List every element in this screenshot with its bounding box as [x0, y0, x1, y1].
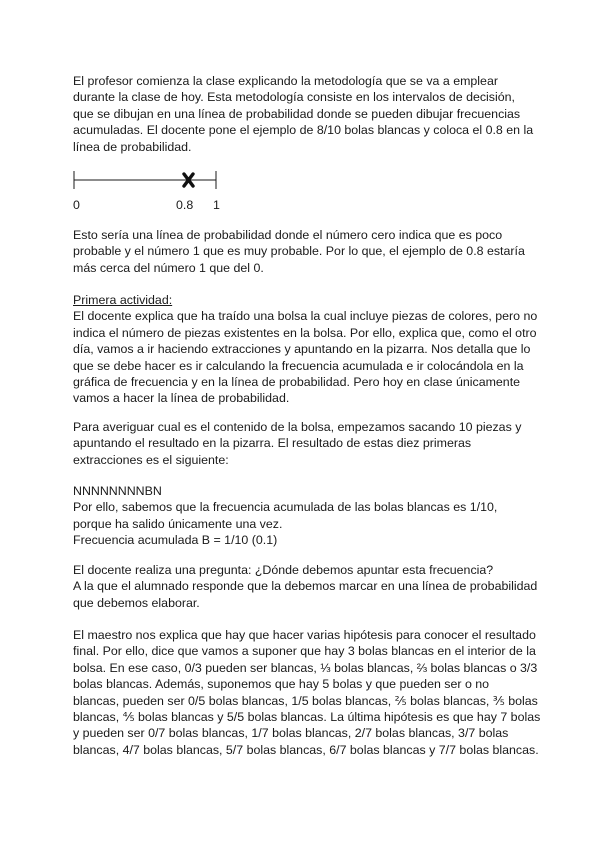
- extraction-intro-line: apuntando el resultado en la pizarra. El resultado de estas diez primeras: [73, 436, 472, 451]
- result-paragraph: [73, 483, 533, 549]
- question-line: El docente realiza una pregunta: ¿Dónde debemos apuntar esta frecuencia?: [73, 563, 494, 577]
- intro-line: línea de probabilidad.: [73, 139, 192, 154]
- extraction-intro-paragraph: [73, 419, 533, 468]
- question-line: A la que el alumnado responde que la debemos marcar en una línea de probabilidad: [73, 579, 538, 594]
- question-paragraph: [73, 562, 538, 611]
- activity-line: que se debe hacer es ir calculando la frecuencia acumulada e ir colocándola en la: [73, 358, 524, 373]
- explanation-line: Esto sería una línea de probabilidad donde el número cero indica que es poco: [73, 228, 503, 242]
- explanation-paragraph: [73, 227, 533, 276]
- activity-heading: Primera actividad:: [73, 293, 173, 307]
- hypotheses-line: final. Por ello, dice que vamos a suponer que hay 3 bolas blancas en el interior de la: [73, 644, 536, 659]
- intro-line: durante la clase de hoy. Esta metodología consiste en los intervalos de decisión,: [73, 90, 515, 105]
- probability-number-line: [73, 166, 223, 196]
- tick-label-zero: 0: [73, 198, 80, 212]
- intro-line: El profesor comienza la clase explicando la metodología que se va a emplear: [73, 74, 498, 88]
- activity-line: día, vamos a ir haciendo extracciones y apuntando en la pizarra. Nos detalla que lo: [73, 342, 531, 357]
- tick-label-one: 1: [213, 198, 220, 212]
- question-line: que debemos elaborar.: [73, 595, 200, 610]
- extraction-intro-line: Para averiguar cual es el contenido de la bolsa, empezamos sacando 10 piezas y: [73, 420, 522, 434]
- intro-paragraph: [73, 73, 533, 155]
- activity-line: vamos a hacer la línea de probabilidad.: [73, 391, 290, 406]
- activity-line: indica el número de piezas existentes en la bolsa. Por ello, explica que, como el otro: [73, 325, 537, 340]
- intro-line: acumuladas. El docente pone el ejemplo de 8/10 bolas blancas y coloca el 0.8 en la: [73, 123, 534, 138]
- cumulative-frequency: Frecuencia acumulada B = 1/10 (0.1): [73, 533, 278, 548]
- extraction-intro-line: extracciones es el siguiente:: [73, 452, 229, 467]
- activity-section: [73, 292, 538, 407]
- result-line: Por ello, sabemos que la frecuencia acumulada de las bolas blancas es 1/10,: [73, 500, 498, 515]
- explanation-line: probable y el número 1 que es muy probable. Por lo que, el ejemplo de 0.8 estaría: [73, 244, 525, 259]
- hypotheses-line: bolsa. En ese caso, 0/3 pueden ser blancas, ⅓ bolas blancas, ⅔ bolas blancas o 3/3: [73, 660, 538, 675]
- hypotheses-line: y pueden ser 0/7 bolas blancas, 1/7 bolas blancas, 2/7 bolas blancas, 3/7 bolas: [73, 726, 509, 741]
- activity-line: El docente explica que ha traído una bolsa la cual incluye piezas de colores, pero no: [73, 309, 538, 324]
- hypotheses-line: blancas, 4/7 bolas blancas, 5/7 bolas blancas, 6/7 bolas blancas y 7/7 bolas blancas.: [73, 742, 539, 757]
- hypotheses-paragraph: [73, 627, 541, 758]
- intro-line: que se dibujan en una línea de probabilidad donde se pueden dibujar frecuencias: [73, 106, 521, 121]
- hypotheses-line: blancas, ⅘ bolas blancas y 5/5 bolas blancas. La última hipótesis es que hay 7 bolas: [73, 710, 541, 725]
- explanation-line: más cerca del número 1 que del 0.: [73, 260, 264, 275]
- hypotheses-line: El maestro nos explica que hay que hacer varias hipótesis para conocer el resultado: [73, 628, 536, 642]
- result-line: porque ha salido únicamente una vez.: [73, 516, 283, 531]
- hypotheses-line: blancas, pueden ser 0/5 bolas blancas, 1/5 bolas blancas, ⅖ bolas blancas, ⅗ bolas: [73, 693, 538, 708]
- extraction-sequence: NNNNNNNNBN: [73, 484, 162, 498]
- tick-label-mark: 0.8: [176, 198, 194, 212]
- activity-line: gráfica de frecuencia y en la línea de probabilidad. Pero hoy en clase únicamente: [73, 375, 521, 390]
- hypotheses-line: bolas blancas. Además, suponemos que hay 5 bolas y que pueden ser o no: [73, 677, 490, 692]
